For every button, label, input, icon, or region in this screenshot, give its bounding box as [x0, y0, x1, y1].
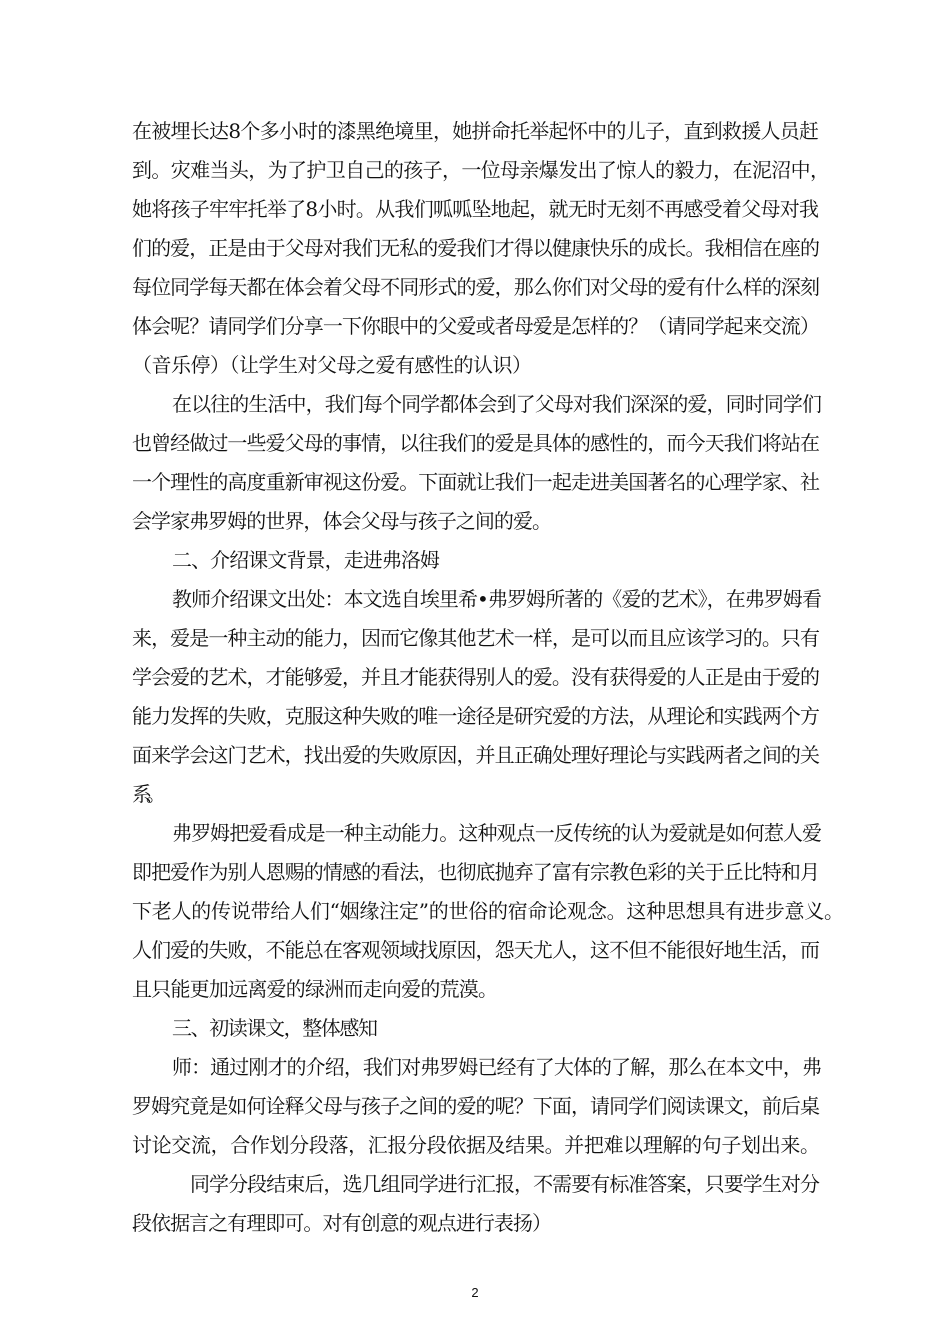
- page-number: 2: [471, 1285, 479, 1300]
- text-line: 在以往的生活中，我们每个同学都体会到了父母对我们深深的爱，同时同学们: [172, 392, 822, 416]
- text-line: 每位同学每天都在体会着父母不同形式的爱，那么你们对父母的爱有什么样的深刻: [132, 275, 820, 299]
- text-line: 弗罗姆把爱看成是一种主动能力。这种观点一反传统的认为爱就是如何惹人爱: [172, 821, 822, 845]
- text-line: 会学家弗罗姆的世界，体会父母与孩子之间的爱。: [132, 509, 552, 533]
- text-line: 一个理性的高度重新审视这份爱。下面就让我们一起走进美国著名的心理学家、社: [132, 470, 820, 494]
- text-line: 们的爱，正是由于父母对我们无私的爱我们才得以健康快乐的成长。我相信在座的: [132, 236, 820, 260]
- text-line: 体会呢？请同学们分享一下你眼中的父爱或者母爱是怎样的？（请同学起来交流）: [132, 314, 820, 338]
- text-line: 段依据言之有理即可。对有创意的观点进行表扬）: [132, 1211, 552, 1235]
- text-line: 教师介绍课文出处：本文选自埃里希•弗罗姆所著的《爱的艺术》，在弗罗姆看: [172, 587, 822, 611]
- text-line: 同学分段结束后，选几组同学进行汇报，不需要有标准答案，只要学生对分: [190, 1172, 820, 1196]
- text-line: 且只能更加远离爱的绿洲而走向爱的荒漠。: [132, 977, 498, 1001]
- text-line: 即把爱作为别人恩赐的情感的看法，也彻底抛弃了富有宗教色彩的关于丘比特和月: [132, 860, 820, 884]
- text-line: 学会爱的艺术，才能够爱，并且才能获得别人的爱。没有获得爱的人正是由于爱的: [132, 665, 820, 689]
- text-line: 到。灾难当头，为了护卫自己的孩子，一位母亲爆发出了惊人的毅力，在泥沼中，: [132, 158, 830, 182]
- text-line: （音乐停）（让学生对父母之爱有感性的认识）: [132, 353, 532, 377]
- text-line: 下老人的传说带给人们“姻缘注定”的世俗的宿命论观念。这种思想具有进步意义。: [132, 899, 844, 923]
- text-line: 在被埋长达8个多小时的漆黑绝境里，她拼命托举起怀中的儿子，直到救援人员赶: [132, 119, 819, 143]
- text-line: 也曾经做过一些爱父母的事情，以往我们的爱是具体的感性的，而今天我们将站在: [132, 431, 820, 455]
- text-line: 罗姆究竟是如何诠释父母与孩子之间的爱的呢？下面，请同学们阅读课文，前后桌: [132, 1094, 820, 1118]
- text-line: 讨论交流，合作划分段落，汇报分段依据及结果。并把难以理解的句子划出来。: [132, 1133, 820, 1157]
- text-line: 人们爱的失败，不能总在客观领域找原因，怨天尤人，这不但不能很好地生活，而: [132, 938, 820, 962]
- text-line: 三、初读课文，整体感知: [172, 1016, 377, 1040]
- text-line: 她将孩子牢牢托举了8小时。从我们呱呱坠地起，就无时无刻不再感受着父母对我: [132, 197, 819, 221]
- text-line: 系。: [132, 782, 160, 806]
- text-line: 来，爱是一种主动的能力，因而它像其他艺术一样，是可以而且应该学习的。只有: [132, 626, 820, 650]
- text-line: 二、介绍课文背景，走进弗洛姆: [172, 548, 440, 572]
- text-line: 能力发挥的失败，克服这种失败的唯一途径是研究爱的方法，从理论和实践两个方: [132, 704, 820, 728]
- text-line: 面来学会这门艺术，找出爱的失败原因，并且正确处理好理论与实践两者之间的关: [132, 743, 820, 767]
- text-line: 师：通过刚才的介绍，我们对弗罗姆已经有了大体的了解，那么在本文中，弗: [172, 1055, 822, 1079]
